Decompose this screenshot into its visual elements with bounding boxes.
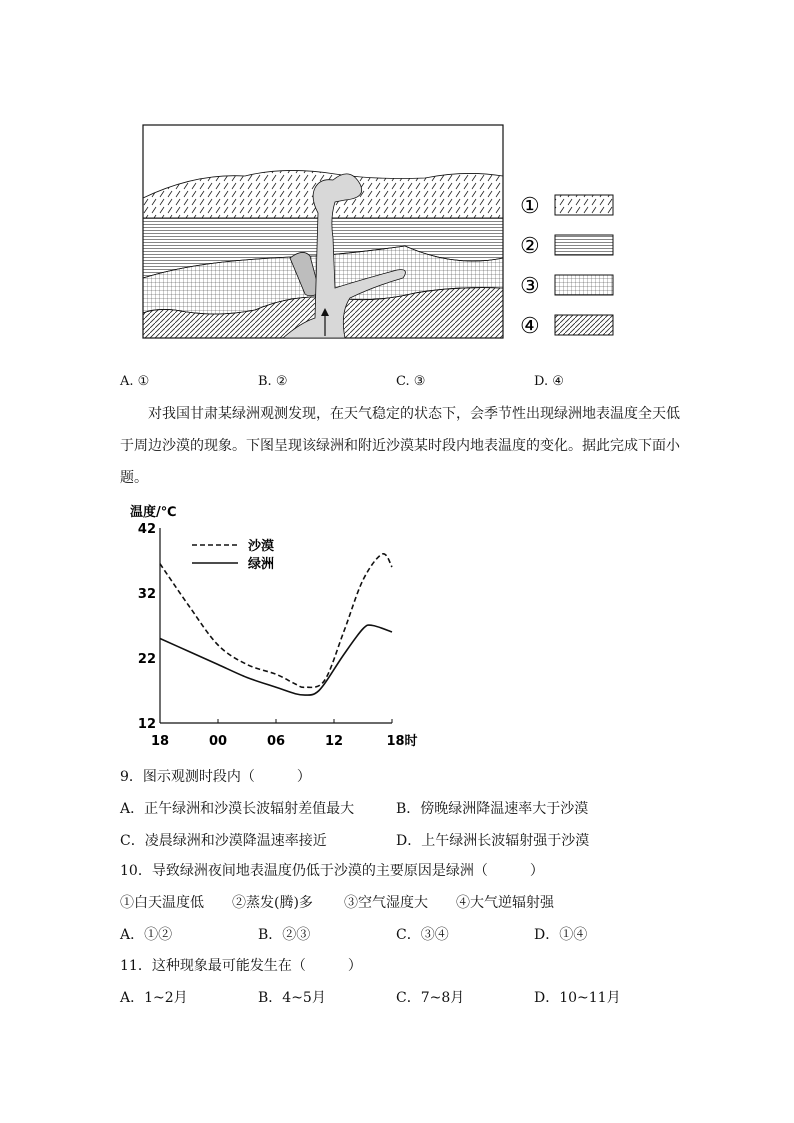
x-tick-label: 00 bbox=[208, 734, 228, 749]
legend-4-num: ④ bbox=[520, 314, 540, 339]
legend-4 bbox=[520, 314, 613, 339]
chart-ylabel: 温度/℃ bbox=[130, 505, 177, 520]
y-tick-label: 12 bbox=[137, 717, 156, 732]
passage bbox=[120, 398, 680, 494]
y-tick-label: 22 bbox=[137, 652, 156, 667]
q10-item-2: ②蒸发(腾)多 bbox=[232, 895, 313, 911]
q11-stem: 11．这种现象最可能发生在（ ） bbox=[120, 958, 362, 974]
q9-option-c[interactable]: C．凌晨绿洲和沙漠降温速率接近 bbox=[120, 833, 327, 849]
prev-option-d[interactable]: D. ④ bbox=[534, 374, 564, 389]
y-tick-label: 42 bbox=[137, 522, 156, 537]
q9-option-b[interactable]: B．傍晚绿洲降温速率大于沙漠 bbox=[396, 801, 589, 817]
chart-svg bbox=[120, 500, 420, 750]
geology-diagram bbox=[135, 118, 655, 348]
q10-option-b[interactable]: B．②③ bbox=[258, 927, 311, 943]
prev-option-b[interactable]: B. ② bbox=[258, 374, 288, 389]
x-tick-label: 18 bbox=[150, 734, 170, 749]
y-tick-label: 32 bbox=[137, 587, 156, 602]
q10-option-a[interactable]: A．①② bbox=[120, 927, 173, 943]
q11-option-a[interactable]: A．1~2月 bbox=[120, 990, 188, 1006]
q11-option-d[interactable]: D．10~11月 bbox=[534, 990, 621, 1006]
x-tick-label: 12 bbox=[324, 734, 344, 749]
temperature-chart bbox=[120, 500, 420, 750]
q9-stem: 9．图示观测时段内（ ） bbox=[120, 769, 311, 785]
legend-oasis-label: 绿洲 bbox=[248, 557, 275, 572]
x-tick-label: 18时 bbox=[386, 734, 418, 749]
legend-3 bbox=[520, 274, 613, 299]
legend-3-num: ③ bbox=[520, 274, 540, 299]
passage-text: 对我国甘肃某绿洲观测发现，在天气稳定的状态下，会季节性出现绿洲地表温度全天低于周边沙漠的现象。下图呈现该绿洲和附近沙漠某时段内地表温度的变化。据此完成下面小题。 bbox=[120, 406, 680, 486]
legend-1 bbox=[520, 194, 613, 219]
q10-option-d[interactable]: D．①④ bbox=[534, 927, 588, 943]
q11-option-c[interactable]: C．7~8月 bbox=[396, 990, 465, 1006]
q10-item-1: ①白天温度低 bbox=[120, 895, 204, 911]
series-oasis-line bbox=[160, 625, 392, 695]
legend-2-num: ② bbox=[520, 234, 540, 259]
legend-desert-label: 沙漠 bbox=[248, 539, 275, 554]
prev-option-c[interactable]: C. ③ bbox=[396, 374, 426, 389]
q10-item-4: ④大气逆辐射强 bbox=[456, 895, 554, 911]
legend-2 bbox=[520, 234, 613, 259]
q9-option-a[interactable]: A．正午绿洲和沙漠长波辐射差值最大 bbox=[120, 801, 355, 817]
x-tick-label: 06 bbox=[266, 734, 286, 749]
q10-item-3: ③空气湿度大 bbox=[344, 895, 428, 911]
q10-stem: 10．导致绿洲夜间地表温度仍低于沙漠的主要原因是绿洲（ ） bbox=[120, 863, 544, 879]
q10-option-c[interactable]: C．③④ bbox=[396, 927, 449, 943]
prev-option-a[interactable]: A. ① bbox=[120, 374, 150, 389]
q11-option-b[interactable]: B．4~5月 bbox=[258, 990, 326, 1006]
legend-1-num: ① bbox=[520, 194, 540, 219]
series-desert-line bbox=[160, 554, 392, 688]
geology-figure bbox=[135, 118, 655, 348]
q9-option-d[interactable]: D．上午绿洲长波辐射强于沙漠 bbox=[396, 833, 590, 849]
